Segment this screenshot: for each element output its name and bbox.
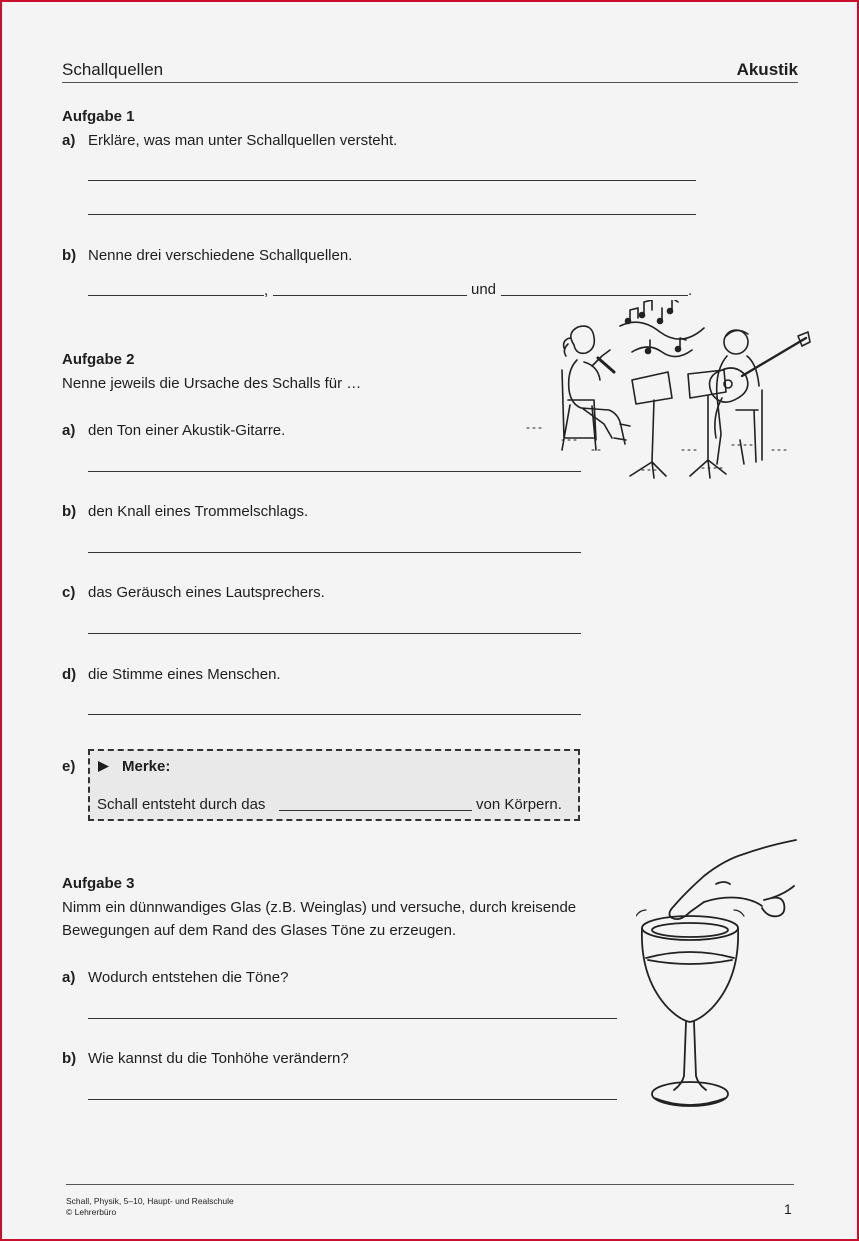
answer-line[interactable] bbox=[88, 633, 581, 634]
answer-line[interactable] bbox=[88, 471, 581, 472]
task2-d-question: die Stimme eines Menschen. bbox=[88, 666, 281, 683]
task3-a-label: a) bbox=[62, 969, 76, 986]
answer-line[interactable] bbox=[88, 1099, 617, 1100]
task2-c-label: c) bbox=[62, 584, 76, 601]
task1-b-label: b) bbox=[62, 247, 77, 264]
task2-a-question: den Ton einer Akustik-Gitarre. bbox=[88, 422, 286, 439]
musicians-illustration bbox=[522, 300, 812, 482]
task2-e-label: e) bbox=[62, 758, 76, 775]
merke-text-before: Schall entsteht durch das bbox=[97, 796, 266, 813]
task3-intro-line1: Nimm ein dünnwandiges Glas (z.B. Weinglas) und versuche, durch kreisende bbox=[62, 899, 577, 916]
task3-title: Aufgabe 3 bbox=[62, 875, 135, 892]
task2-c-question: das Geräusch eines Lautsprechers. bbox=[88, 584, 325, 601]
page-subject: Akustik bbox=[736, 60, 798, 79]
task1-title: Aufgabe 1 bbox=[62, 108, 135, 125]
answer-line[interactable] bbox=[88, 714, 581, 715]
task2-a-label: a) bbox=[62, 422, 76, 439]
footer-rule bbox=[66, 1184, 794, 1185]
merke-answer-blank[interactable] bbox=[279, 810, 472, 811]
task2-title: Aufgabe 2 bbox=[62, 351, 135, 368]
task3-intro-line2: Bewegungen auf dem Rand des Glases Töne zu erzeugen. bbox=[62, 922, 457, 939]
answer-line[interactable] bbox=[88, 1018, 617, 1019]
period: . bbox=[688, 282, 693, 299]
answer-line[interactable] bbox=[88, 180, 696, 181]
answer-blank[interactable] bbox=[501, 295, 688, 296]
task3-a-question: Wodurch entstehen die Töne? bbox=[88, 969, 289, 986]
footer-copyright: © Lehrerbüro bbox=[66, 1207, 117, 1217]
task2-d-label: d) bbox=[62, 666, 77, 683]
merke-text-after: von Körpern. bbox=[476, 796, 562, 813]
task1-a-label: a) bbox=[62, 132, 76, 149]
wine-glass-illustration bbox=[636, 836, 802, 1118]
page-topic: Schallquellen bbox=[62, 60, 164, 79]
comma-separator: , bbox=[264, 282, 269, 299]
task2-b-label: b) bbox=[62, 503, 77, 520]
task1-b-question: Nenne drei verschiedene Schallquellen. bbox=[88, 247, 353, 264]
and-word: und bbox=[471, 281, 497, 298]
answer-line[interactable] bbox=[88, 552, 581, 553]
task2-b-question: den Knall eines Trommelschlags. bbox=[88, 503, 309, 520]
task2-intro: Nenne jeweils die Ursache des Schalls für … bbox=[62, 375, 362, 392]
task1-a-question: Erkläre, was man unter Schallquellen versteht. bbox=[88, 132, 398, 149]
answer-blank[interactable] bbox=[273, 295, 467, 296]
task3-b-label: b) bbox=[62, 1050, 77, 1067]
answer-line[interactable] bbox=[88, 214, 696, 215]
task3-b-question: Wie kannst du die Tonhöhe verändern? bbox=[88, 1050, 349, 1067]
header-rule bbox=[62, 82, 798, 83]
page-number: 1 bbox=[784, 1201, 792, 1217]
footer-source: Schall, Physik, 5–10, Haupt- und Realschule bbox=[66, 1196, 234, 1206]
answer-blank[interactable] bbox=[88, 295, 264, 296]
play-arrow-icon bbox=[97, 760, 110, 773]
merke-title: Merke: bbox=[122, 758, 171, 775]
